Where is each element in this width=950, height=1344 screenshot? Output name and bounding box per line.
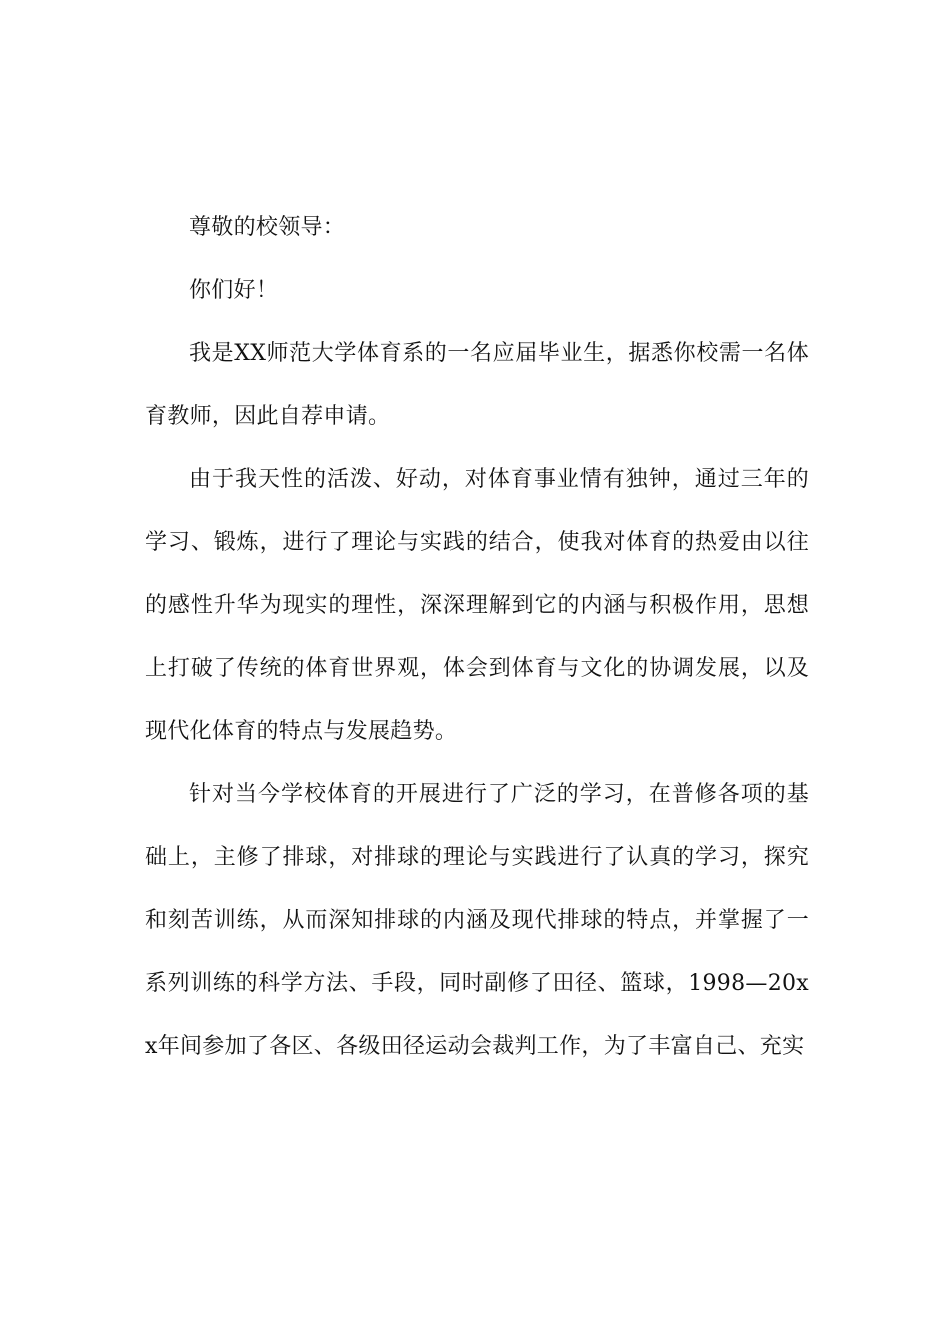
greeting: 你们好！ <box>189 278 279 303</box>
paragraph-training: 针对当今学校体育的开展进行了广泛的学习，在普修各项的基础上，主修了排球，对排球的理论与实践进行了认真的学习，探究和刻苦训练，从而深知排球的内涵及现代排球的特点，并掌握了一系列训练的科学方法、手段，同时副修了田径、篮球，1998—20xx年间参加了各区、各级田径运动会裁判工作，为了丰富自己、充实 <box>145 782 809 1059</box>
salutation: 尊敬的校领导： <box>189 215 346 240</box>
letter-body <box>145 196 809 1078</box>
paragraph-introduction: 我是XX师范大学体育系的一名应届毕业生，据悉你校需一名体育教师，因此自荐申请。 <box>145 341 809 429</box>
paragraph-motivation: 由于我天性的活泼、好动，对体育事业情有独钟，通过三年的学习、锻炼，进行了理论与实践的结合，使我对体育的热爱由以往的感性升华为现实的理性，深深理解到它的内涵与积极作用，思想上打破了传统的体育世界观，体会到体育与文化的协调发展，以及现代化体育的特点与发展趋势。 <box>145 467 809 744</box>
